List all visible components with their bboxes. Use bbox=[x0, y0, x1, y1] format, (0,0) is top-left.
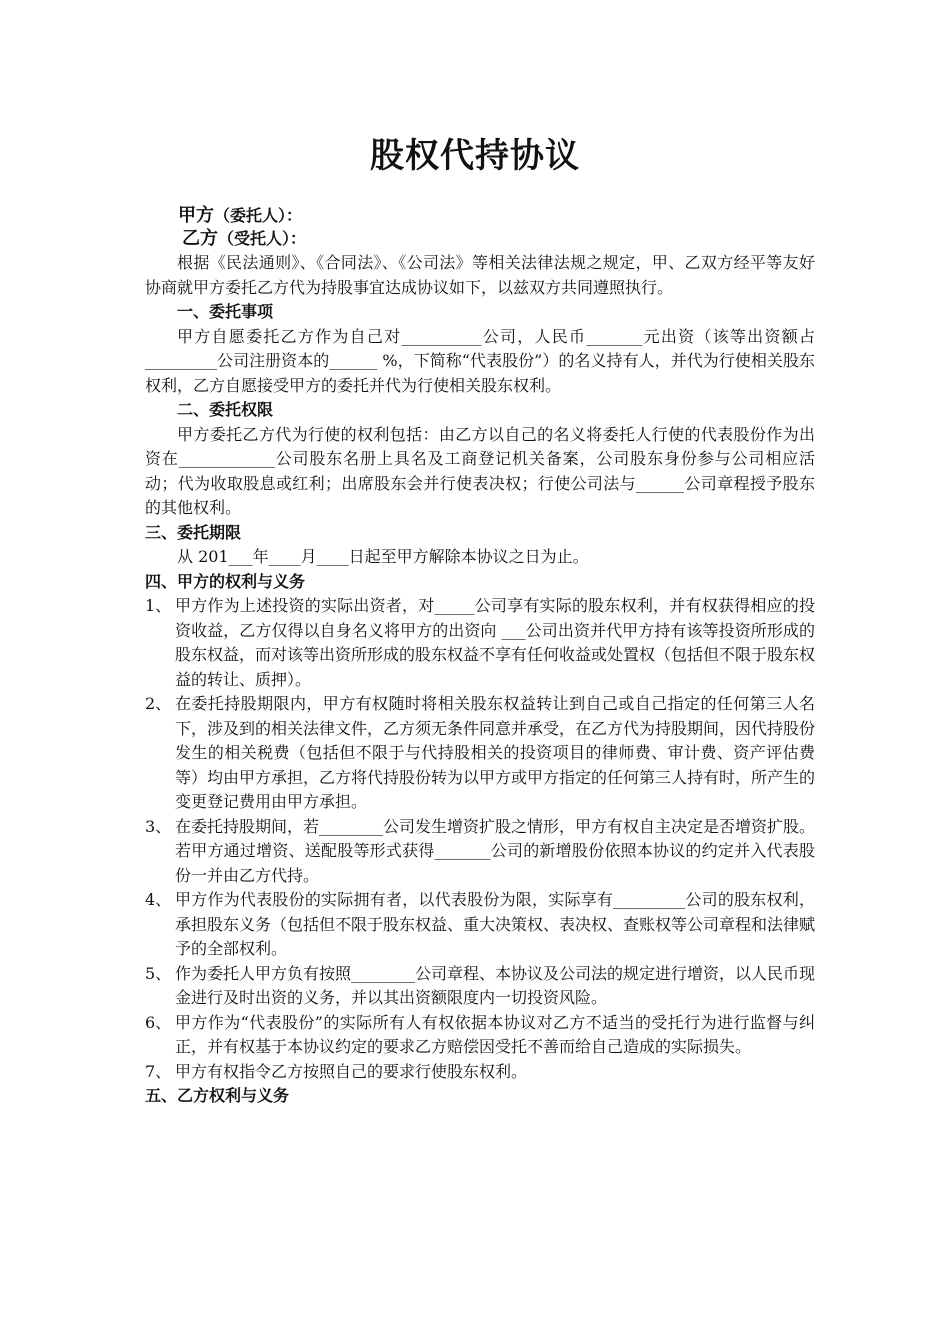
preamble-paragraph: 根据《民法通则》、《合同法》、《公司法》等相关法律法规之规定，甲、乙双方经平等友好协商就甲方委托乙方代为持股事宜达成协议如下，以兹双方共同遵照执行。 bbox=[145, 253, 815, 297]
party-a-line bbox=[178, 203, 302, 228]
list-item-text: 作为委托人甲方负有按照________公司章程、本协议及公司法的规定进行增资，以人民币现金进行及时出资的义务，并以其出资额限度内一切投资风险。 bbox=[175, 963, 816, 1007]
list-item bbox=[145, 962, 815, 1011]
list-item bbox=[145, 815, 815, 889]
list-item bbox=[145, 594, 815, 692]
list-item bbox=[145, 1011, 815, 1060]
list-item-text: 在委托持股期间，若________公司发生增资扩股之情形，甲方有权自主决定是否增资扩股。若甲方通过增资、送配股等形式获得_______公司的新增股份依照本协议的约定并入代表股份一并由乙方代持。 bbox=[175, 816, 816, 885]
list-item bbox=[145, 888, 815, 962]
section-4-heading: 四、甲方的权利与义务 bbox=[145, 571, 306, 591]
list-item-number: 3、 bbox=[145, 816, 172, 836]
list-item bbox=[145, 1060, 815, 1085]
party-a-label: 甲方 bbox=[178, 205, 214, 226]
party-a-role: （委托人）： bbox=[214, 206, 303, 225]
list-item-number: 1、 bbox=[145, 596, 172, 615]
list-item bbox=[145, 692, 815, 815]
list-item-text: 甲方作为代表股份的实际拥有者，以代表股份为限，实际享有_________公司的股东权利，承担股东义务（包括但不限于股东权益、重大决策权、表决权、查账权等公司章程和法律赋予的全部权利。 bbox=[175, 890, 816, 958]
section-2-paragraph: 甲方委托乙方代为行使的权利包括：由乙方以自己的名义将委托人行使的代表股份作为出资在____________公司股东名册上具名及工商登记机关备案，公司股东身份参与公司相应活动；代为收取股息或红利；出席股东会并行使表决权；行使公司法与______公司章程授予股东的其他权利。 bbox=[145, 424, 815, 517]
party-b-label: 乙方 bbox=[182, 228, 218, 249]
section-1-paragraph: 甲方自愿委托乙方作为自己对__________公司，人民币_______元出资（该等出资额占_________公司注册资本的______ %，下简称“代表股份”）的名义持有人，并代为行使相关股东权利，乙方自愿接受甲方的委托并代为行使相关股东权利。 bbox=[145, 326, 815, 395]
list-item-text: 甲方有权指令乙方按照自己的要求行使股东权利。 bbox=[175, 1061, 528, 1081]
section-3-paragraph: 从 201___年____月____日起至甲方解除本协议之日为止。 bbox=[177, 547, 589, 566]
party-b-line bbox=[182, 226, 306, 251]
list-item-number: 4、 bbox=[145, 890, 172, 909]
list-item-text: 甲方作为“代表股份”的实际所有人有权依据本协议对乙方不适当的受托行为进行监督与纠正，并有权基于本协议约定的要求乙方赔偿因受托不善而给自己造成的实际损失。 bbox=[175, 1012, 815, 1056]
section-3-heading: 三、委托期限 bbox=[145, 522, 242, 542]
list-item-text: 在委托持股期限内，甲方有权随时将相关股东权益转让到自己或自己指定的任何第三人名下，涉及到的相关法律文件，乙方须无条件同意并承受，在乙方代为持股期间，因代持股份发生的相关税费（包括但不限于与代持股相关的投资项目的律师费、审计费、资产评估费等）均由甲方承担，乙方将代持股份转为以甲方或甲方指定的任何第三人持有时，所产生的变更登记费用由甲方承担。 bbox=[175, 694, 816, 811]
party-b-role: （受托人）： bbox=[218, 229, 307, 248]
section-2-heading: 二、委托权限 bbox=[177, 400, 274, 419]
section-1-heading: 一、委托事项 bbox=[177, 302, 274, 321]
list-item-text: 甲方作为上述投资的实际出资者，对_____公司享有实际的股东权利，并有权获得相应的投资收益，乙方仅得以自身名义将甲方的出资向 ___公司出资并代甲方持有该等投资所形成的股东权益，而对该等出资所形成的股东权益不享有任何收益或处置权（包括但不限于股东权益的转让、质押）。 bbox=[175, 596, 816, 689]
section-5-heading: 五、乙方权利与义务 bbox=[145, 1086, 290, 1105]
list-item-number: 7、 bbox=[145, 1061, 172, 1081]
list-item-number: 5、 bbox=[145, 963, 172, 983]
document-body bbox=[145, 251, 815, 1109]
list-item-number: 6、 bbox=[145, 1012, 172, 1032]
list-item-number: 2、 bbox=[145, 694, 172, 713]
document-title: 股权代持协议 bbox=[370, 136, 580, 176]
